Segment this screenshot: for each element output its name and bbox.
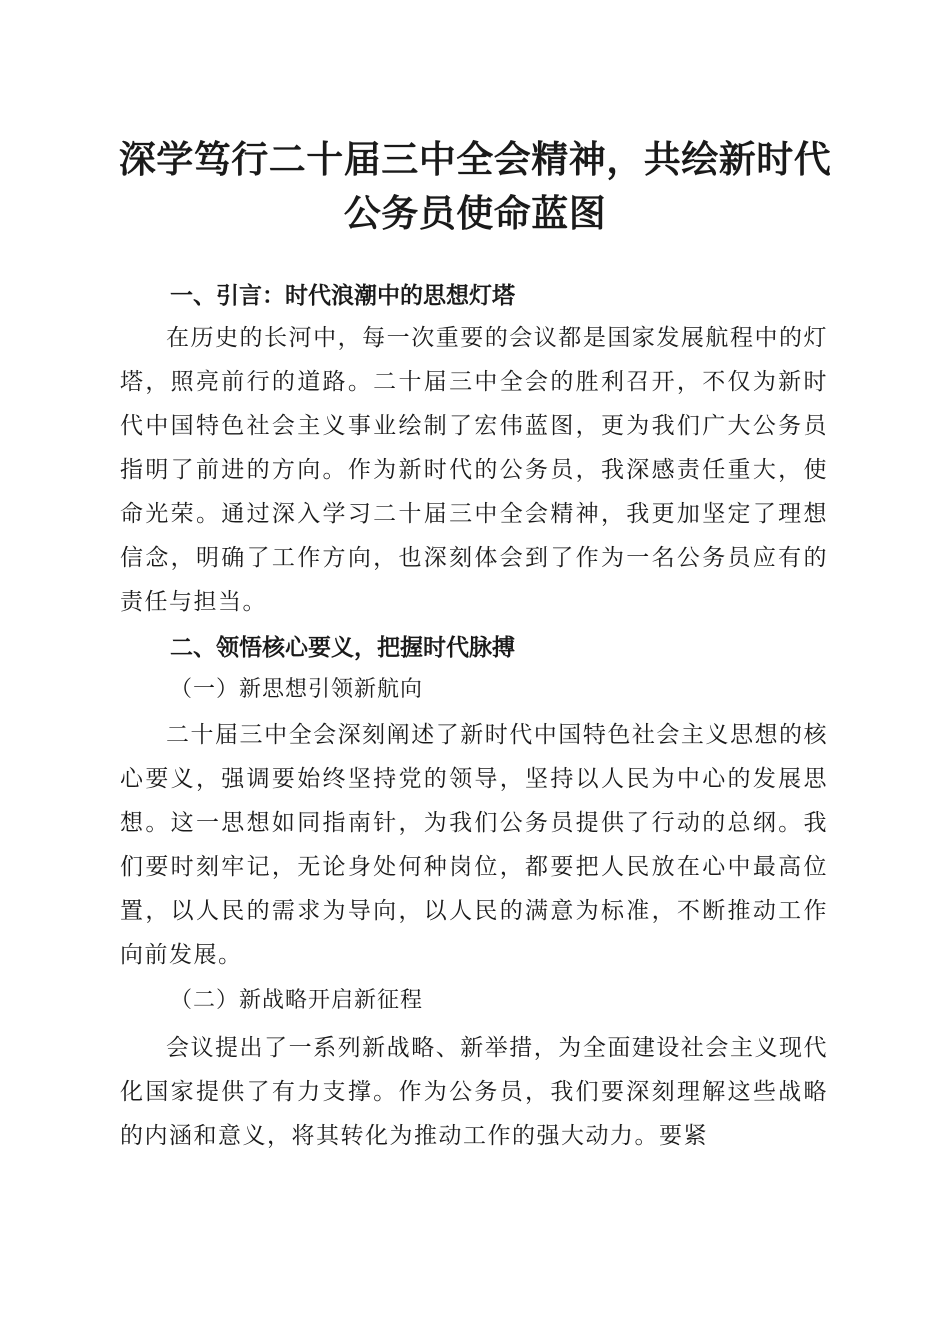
subsection-heading-new-strategy: （二）新战略开启新征程 <box>170 988 424 1013</box>
document-body <box>120 276 828 1158</box>
paragraph-new-strategy: 会议提出了一系列新战略、新举措，为全面建设社会主义现代化国家提供了有力支撑。作为公务员，我们要深刻理解这些战略的内涵和意义，将其转化为推动工作的强大动力。要紧 <box>120 1035 828 1149</box>
section-heading-core-meaning: 二、领悟核心要义，把握时代脉搏 <box>170 635 515 661</box>
document-title: 深学笃行二十届三中全会精神，共绘新时代公务员使命蓝图 <box>118 137 832 235</box>
paragraph-introduction: 在历史的长河中，每一次重要的会议都是国家发展航程中的灯塔，照亮前行的道路。二十届三中全会的胜利召开，不仅为新时代中国特色社会主义事业绘制了宏伟蓝图，更为我们广大公务员指明了前进的方向。作为新时代的公务员，我深感责任重大，使命光荣。通过深入学习二十届三中全会精神，我更加坚定了理想信念，明确了工作方向，也深刻体会到了作为一名公务员应有的责任与担当。 <box>120 325 828 615</box>
section-heading-introduction: 一、引言：时代浪潮中的思想灯塔 <box>170 283 515 309</box>
subsection-heading-new-thought: （一）新思想引领新航向 <box>170 677 424 702</box>
paragraph-new-thought: 二十届三中全会深刻阐述了新时代中国特色社会主义思想的核心要义，强调要始终坚持党的领导，坚持以人民为中心的发展思想。这一思想如同指南针，为我们公务员提供了行动的总纲。我们要时刻牢记，无论身处何种岗位，都要把人民放在心中最高位置，以人民的需求为导向，以人民的满意为标准，不断推动工作向前发展。 <box>120 722 828 968</box>
